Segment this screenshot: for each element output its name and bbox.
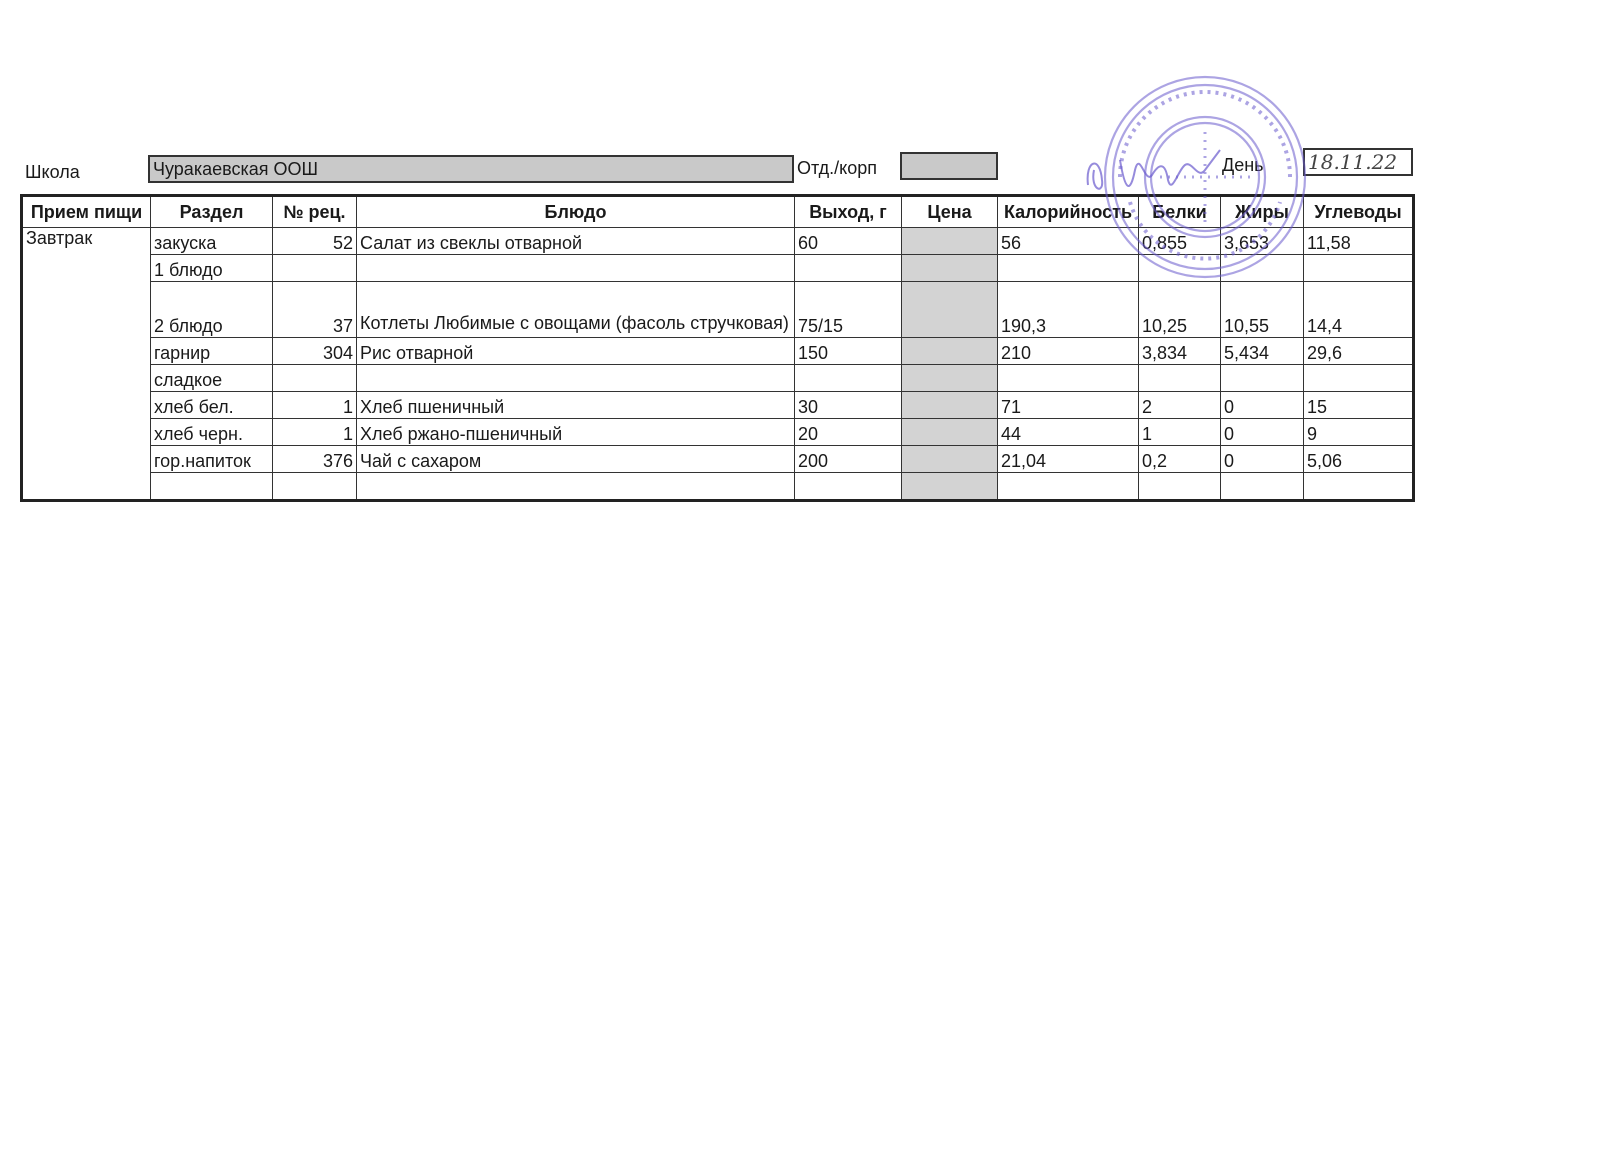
cell-recipe (273, 365, 357, 392)
column-header: Блюдо (357, 196, 795, 228)
column-header: Прием пищи (22, 196, 151, 228)
cell-price (902, 282, 998, 338)
cell-yield: 30 (795, 392, 902, 419)
cell-kcal (998, 473, 1139, 501)
cell-recipe: 304 (273, 338, 357, 365)
cell-dish: Рис отварной (357, 338, 795, 365)
cell-section: 2 блюдо (151, 282, 273, 338)
cell-section (151, 473, 273, 501)
cell-dish: Хлеб пшеничный (357, 392, 795, 419)
cell-carbs: 29,6 (1304, 338, 1414, 365)
cell-yield: 20 (795, 419, 902, 446)
cell-recipe: 52 (273, 228, 357, 255)
column-header: Белки (1139, 196, 1221, 228)
cell-protein (1139, 365, 1221, 392)
column-header: Калорийность (998, 196, 1139, 228)
day-field: 18.11.22 (1303, 148, 1413, 176)
cell-section: хлеб черн. (151, 419, 273, 446)
cell-yield: 200 (795, 446, 902, 473)
column-header: Выход, г (795, 196, 902, 228)
cell-price (902, 392, 998, 419)
cell-yield: 75/15 (795, 282, 902, 338)
cell-carbs: 5,06 (1304, 446, 1414, 473)
table-row (22, 392, 1414, 419)
cell-fat: 5,434 (1221, 338, 1304, 365)
cell-recipe (273, 255, 357, 282)
cell-section: сладкое (151, 365, 273, 392)
cell-kcal (998, 365, 1139, 392)
table-row (22, 255, 1414, 282)
cell-protein: 3,834 (1139, 338, 1221, 365)
cell-protein: 10,25 (1139, 282, 1221, 338)
table-row (22, 473, 1414, 501)
cell-carbs (1304, 255, 1414, 282)
cell-section: гарнир (151, 338, 273, 365)
cell-price (902, 228, 998, 255)
cell-carbs: 9 (1304, 419, 1414, 446)
cell-fat: 3,653 (1221, 228, 1304, 255)
cell-recipe: 37 (273, 282, 357, 338)
cell-protein: 0,2 (1139, 446, 1221, 473)
column-header: Цена (902, 196, 998, 228)
school-name-field: Чуракаевская ООШ (148, 155, 794, 183)
cell-section: гор.напиток (151, 446, 273, 473)
cell-yield: 60 (795, 228, 902, 255)
cell-kcal: 190,3 (998, 282, 1139, 338)
cell-price (902, 419, 998, 446)
cell-dish: Котлеты Любимые с овощами (фасоль стручковая) (357, 282, 795, 338)
cell-kcal: 210 (998, 338, 1139, 365)
cell-section: закуска (151, 228, 273, 255)
cell-price (902, 255, 998, 282)
cell-price (902, 473, 998, 501)
cell-kcal: 56 (998, 228, 1139, 255)
cell-fat: 10,55 (1221, 282, 1304, 338)
cell-kcal: 44 (998, 419, 1139, 446)
cell-dish (357, 473, 795, 501)
cell-protein: 1 (1139, 419, 1221, 446)
menu-table (20, 194, 1415, 502)
table-row (22, 365, 1414, 392)
day-label: День (1222, 155, 1264, 175)
cell-yield: 150 (795, 338, 902, 365)
cell-dish: Салат из свеклы отварной (357, 228, 795, 255)
cell-fat (1221, 473, 1304, 501)
cell-fat (1221, 365, 1304, 392)
cell-protein: 2 (1139, 392, 1221, 419)
cell-fat: 0 (1221, 392, 1304, 419)
cell-protein (1139, 473, 1221, 501)
table-row (22, 338, 1414, 365)
cell-section: хлеб бел. (151, 392, 273, 419)
cell-recipe: 376 (273, 446, 357, 473)
cell-yield (795, 473, 902, 501)
cell-dish: Хлеб ржано-пшеничный (357, 419, 795, 446)
cell-yield (795, 255, 902, 282)
cell-carbs (1304, 473, 1414, 501)
cell-carbs (1304, 365, 1414, 392)
cell-yield (795, 365, 902, 392)
cell-kcal (998, 255, 1139, 282)
table-row (22, 419, 1414, 446)
column-header: Углеводы (1304, 196, 1414, 228)
cell-protein: 0,855 (1139, 228, 1221, 255)
cell-fat: 0 (1221, 446, 1304, 473)
cell-dish (357, 255, 795, 282)
cell-price (902, 446, 998, 473)
cell-carbs: 11,58 (1304, 228, 1414, 255)
cell-fat (1221, 255, 1304, 282)
cell-kcal: 71 (998, 392, 1139, 419)
signature (1080, 140, 1230, 200)
cell-carbs: 15 (1304, 392, 1414, 419)
cell-recipe: 1 (273, 392, 357, 419)
table-row (22, 228, 1414, 255)
cell-price (902, 338, 998, 365)
column-header: № рец. (273, 196, 357, 228)
cell-fat: 0 (1221, 419, 1304, 446)
cell-protein (1139, 255, 1221, 282)
cell-section: 1 блюдо (151, 255, 273, 282)
table-row (22, 282, 1414, 338)
cell-kcal: 21,04 (998, 446, 1139, 473)
cell-recipe (273, 473, 357, 501)
school-label: Школа (25, 162, 80, 182)
cell-recipe: 1 (273, 419, 357, 446)
cell-carbs: 14,4 (1304, 282, 1414, 338)
column-header: Жиры (1221, 196, 1304, 228)
dept-field (900, 152, 998, 180)
column-header: Раздел (151, 196, 273, 228)
cell-dish: Чай с сахаром (357, 446, 795, 473)
dept-label: Отд./корп (797, 158, 877, 178)
cell-price (902, 365, 998, 392)
meal-cell: Завтрак (22, 228, 151, 501)
table-header-row (22, 196, 1414, 228)
cell-dish (357, 365, 795, 392)
table-row (22, 446, 1414, 473)
